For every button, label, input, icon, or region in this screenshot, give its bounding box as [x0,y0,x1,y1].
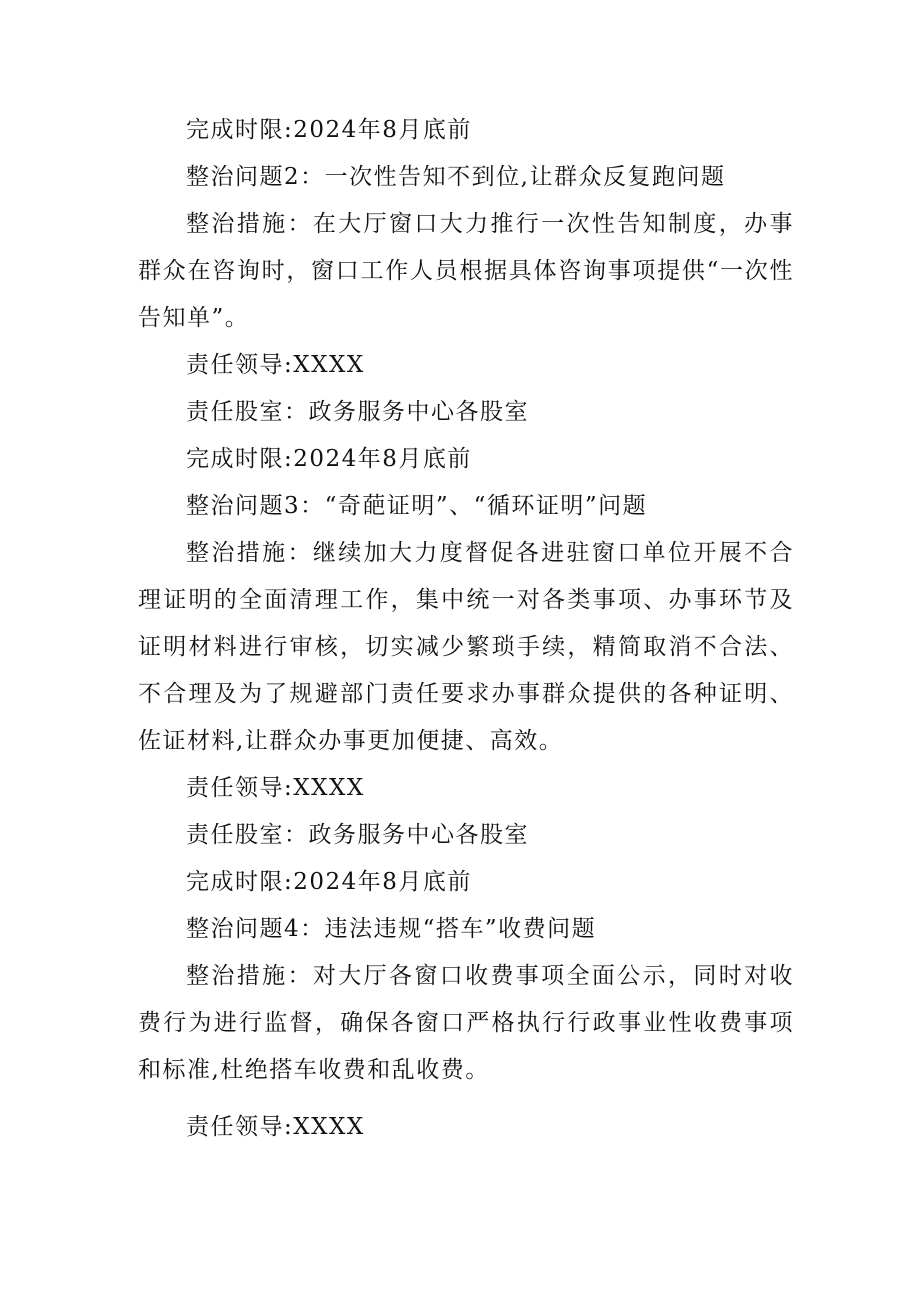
deadline-line: 完成时限:2024年8月底前 [186,446,472,472]
issue-2-measures: 整治措施：在大厅窗口大力推行一次性告知制度，办事群众在咨询时，窗口工作人员根据具体咨询事项提供“一次性告知单”。 [138,211,794,331]
issue-4-measures: 整治措施：对大厅各窗口收费事项全面公示，同时对收费行为进行监督，确保各窗口严格执行行政事业性收费事项和标准,杜绝搭车收费和乱收费。 [138,963,794,1083]
responsible-leader: 责任领导:XXXX [186,1114,365,1140]
issue-4-title: 整治问题4：违法违规“搭车”收费问题 [186,916,597,942]
issue-3-title: 整治问题3：“奇葩证明”、“循环证明”问题 [186,493,648,519]
responsible-leader: 责任领导:XXXX [186,352,365,378]
responsible-leader: 责任领导:XXXX [186,775,365,801]
deadline-line: 完成时限:2024年8月底前 [186,869,472,895]
responsible-office: 责任股室：政务服务中心各股室 [186,399,529,425]
issue-2-title: 整治问题2：一次性告知不到位,让群众反复跑问题 [186,164,726,190]
issue-3-measures: 整治措施：继续加大力度督促各进驻窗口单位开展不合理证明的全面清理工作，集中统一对各类事项、办事环节及证明材料进行审核，切实减少繁琐手续，精简取消不合法、不合理及为了规避部门责任要求办事群众提供的各种证明、佐证材料,让群众办事更加便捷、高效。 [138,540,794,754]
deadline-line: 完成时限:2024年8月底前 [186,117,472,143]
responsible-office: 责任股室：政务服务中心各股室 [186,822,529,848]
document-body [138,107,794,1151]
